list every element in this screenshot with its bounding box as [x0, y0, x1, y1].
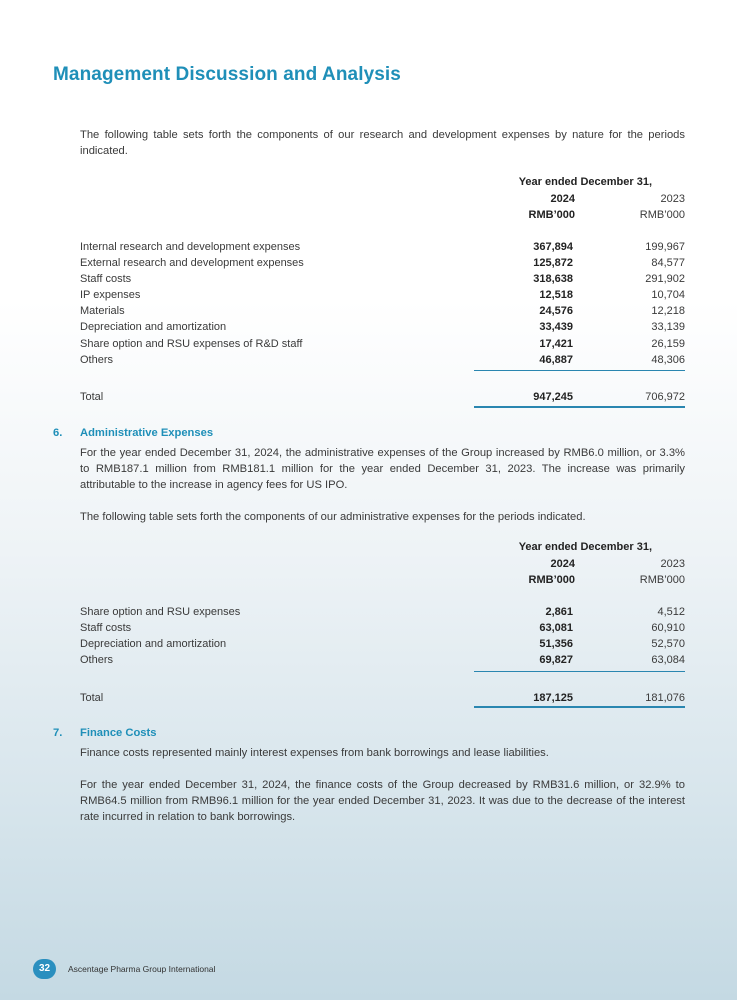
- row-label: IP expenses: [80, 289, 141, 302]
- column-2023-unit: RMB’000: [639, 574, 685, 586]
- row-label: Staff costs: [80, 622, 132, 635]
- table-row: [80, 604, 685, 620]
- value-2024: 69,827: [539, 654, 573, 667]
- value-2023: 84,577: [651, 257, 685, 270]
- admin-total-row: [80, 690, 685, 706]
- value-2023: 4,512: [657, 606, 685, 618]
- table-row: [80, 303, 685, 319]
- subtotal-rule: [474, 370, 685, 371]
- row-label: Others: [80, 654, 114, 667]
- value-2024: 12,518: [539, 289, 573, 302]
- total-2023: 706,972: [645, 391, 685, 403]
- rd-expenses-rows: [80, 239, 685, 368]
- value-2024: 367,894: [533, 241, 573, 253]
- table-row: [80, 271, 685, 287]
- row-label: Share option and RSU expenses of R&D staff: [80, 337, 303, 350]
- total-2024: 947,245: [533, 391, 573, 403]
- value-2024: 24,576: [539, 305, 573, 318]
- table-header: [80, 176, 685, 230]
- value-2024: 46,887: [539, 353, 573, 366]
- table-row: [80, 620, 685, 636]
- table-row: [80, 287, 685, 303]
- section-title: Finance Costs: [80, 727, 157, 739]
- total-2024: 187,125: [533, 692, 573, 704]
- column-2023-year: 2023: [660, 558, 685, 570]
- table-header: [80, 541, 685, 595]
- column-2023-year: 2023: [660, 193, 685, 205]
- admin-section-heading: [53, 427, 213, 439]
- value-2024: 51,356: [539, 638, 573, 651]
- row-label: External research and development expenses: [80, 257, 304, 270]
- page-number-badge: 32: [33, 959, 56, 979]
- admin-paragraph-2: The following table sets forth the components of our administrative expenses for the periods indicated.: [80, 511, 586, 523]
- table-row: [80, 352, 685, 368]
- rd-total-row: [80, 389, 685, 405]
- total-label: Total: [80, 391, 104, 403]
- footer-company-name: Ascentage Pharma Group International: [68, 964, 216, 974]
- value-2024: 318,638: [533, 273, 573, 286]
- admin-expenses-table: [80, 541, 685, 595]
- total-2023: 181,076: [645, 692, 685, 704]
- column-2024-year: 2024: [550, 193, 575, 205]
- admin-expenses-rows: [80, 604, 685, 668]
- total-row: [80, 389, 685, 405]
- subtotal-rule: [474, 671, 685, 672]
- period-span-label: Year ended December 31,: [518, 541, 652, 553]
- table-row: [80, 636, 685, 652]
- row-label: Depreciation and amortization: [80, 321, 227, 334]
- column-2023-unit: RMB’000: [639, 209, 685, 221]
- value-2023: 63,084: [651, 654, 685, 667]
- row-label: Others: [80, 353, 114, 366]
- value-2023: 12,218: [651, 305, 685, 318]
- finance-paragraph-2: For the year ended December 31, 2024, the finance costs of the Group decreased by RMB31.6 million, or 32.9% to RMB64.5 million from RMB96.1 million for the year ended December 31, 2023. It was due to the decrease of the interest rate incurred in relation to bank borrowings.: [80, 779, 685, 824]
- section-number: 6.: [53, 427, 63, 439]
- value-2024: 17,421: [539, 337, 573, 350]
- row-label: Share option and RSU expenses: [80, 606, 241, 618]
- admin-paragraph-1: For the year ended December 31, 2024, the administrative expenses of the Group increased by RMB6.0 million, or 3.3% to RMB187.1 million from RMB181.1 million for the year ended December 31, 2023. The increase was primarily attributable to the increase in agency fees for US IPO.: [80, 447, 685, 492]
- rd-intro-paragraph: The following table sets forth the components of our research and development expenses by nature for the periods indicated.: [80, 129, 685, 158]
- period-span-label: Year ended December 31,: [518, 176, 652, 188]
- section-title: Administrative Expenses: [80, 427, 214, 439]
- column-2024-year: 2024: [550, 558, 575, 570]
- value-2023: 60,910: [651, 622, 685, 635]
- value-2023: 48,306: [651, 353, 685, 366]
- value-2024: 125,872: [533, 257, 573, 270]
- row-label: Staff costs: [80, 273, 132, 286]
- column-2024-unit: RMB’000: [528, 209, 575, 221]
- total-rule: [474, 406, 685, 408]
- page-title: Management Discussion and Analysis: [53, 64, 401, 85]
- total-rule: [474, 706, 685, 708]
- column-2024-unit: RMB’000: [528, 574, 575, 586]
- table-row: [80, 652, 685, 668]
- value-2023: 199,967: [645, 241, 685, 253]
- total-row: [80, 690, 685, 706]
- value-2023: 26,159: [651, 337, 685, 350]
- value-2023: 291,902: [645, 273, 685, 286]
- row-label: Materials: [80, 305, 125, 318]
- row-label: Internal research and development expenses: [80, 241, 301, 253]
- value-2024: 63,081: [539, 622, 573, 635]
- finance-paragraph-1: Finance costs represented mainly interest expenses from bank borrowings and lease liabilities.: [80, 747, 549, 759]
- value-2023: 52,570: [651, 638, 685, 651]
- value-2024: 2,861: [545, 606, 573, 618]
- table-row: [80, 336, 685, 352]
- row-label: Depreciation and amortization: [80, 638, 227, 651]
- table-row: [80, 255, 685, 271]
- rd-expenses-table: [80, 176, 685, 230]
- value-2024: 33,439: [539, 321, 573, 334]
- section-number: 7.: [53, 727, 63, 739]
- finance-section-heading: [53, 727, 156, 739]
- value-2023: 10,704: [651, 289, 685, 302]
- total-label: Total: [80, 692, 104, 704]
- table-row: [80, 319, 685, 335]
- value-2023: 33,139: [651, 321, 685, 334]
- table-row: [80, 239, 685, 255]
